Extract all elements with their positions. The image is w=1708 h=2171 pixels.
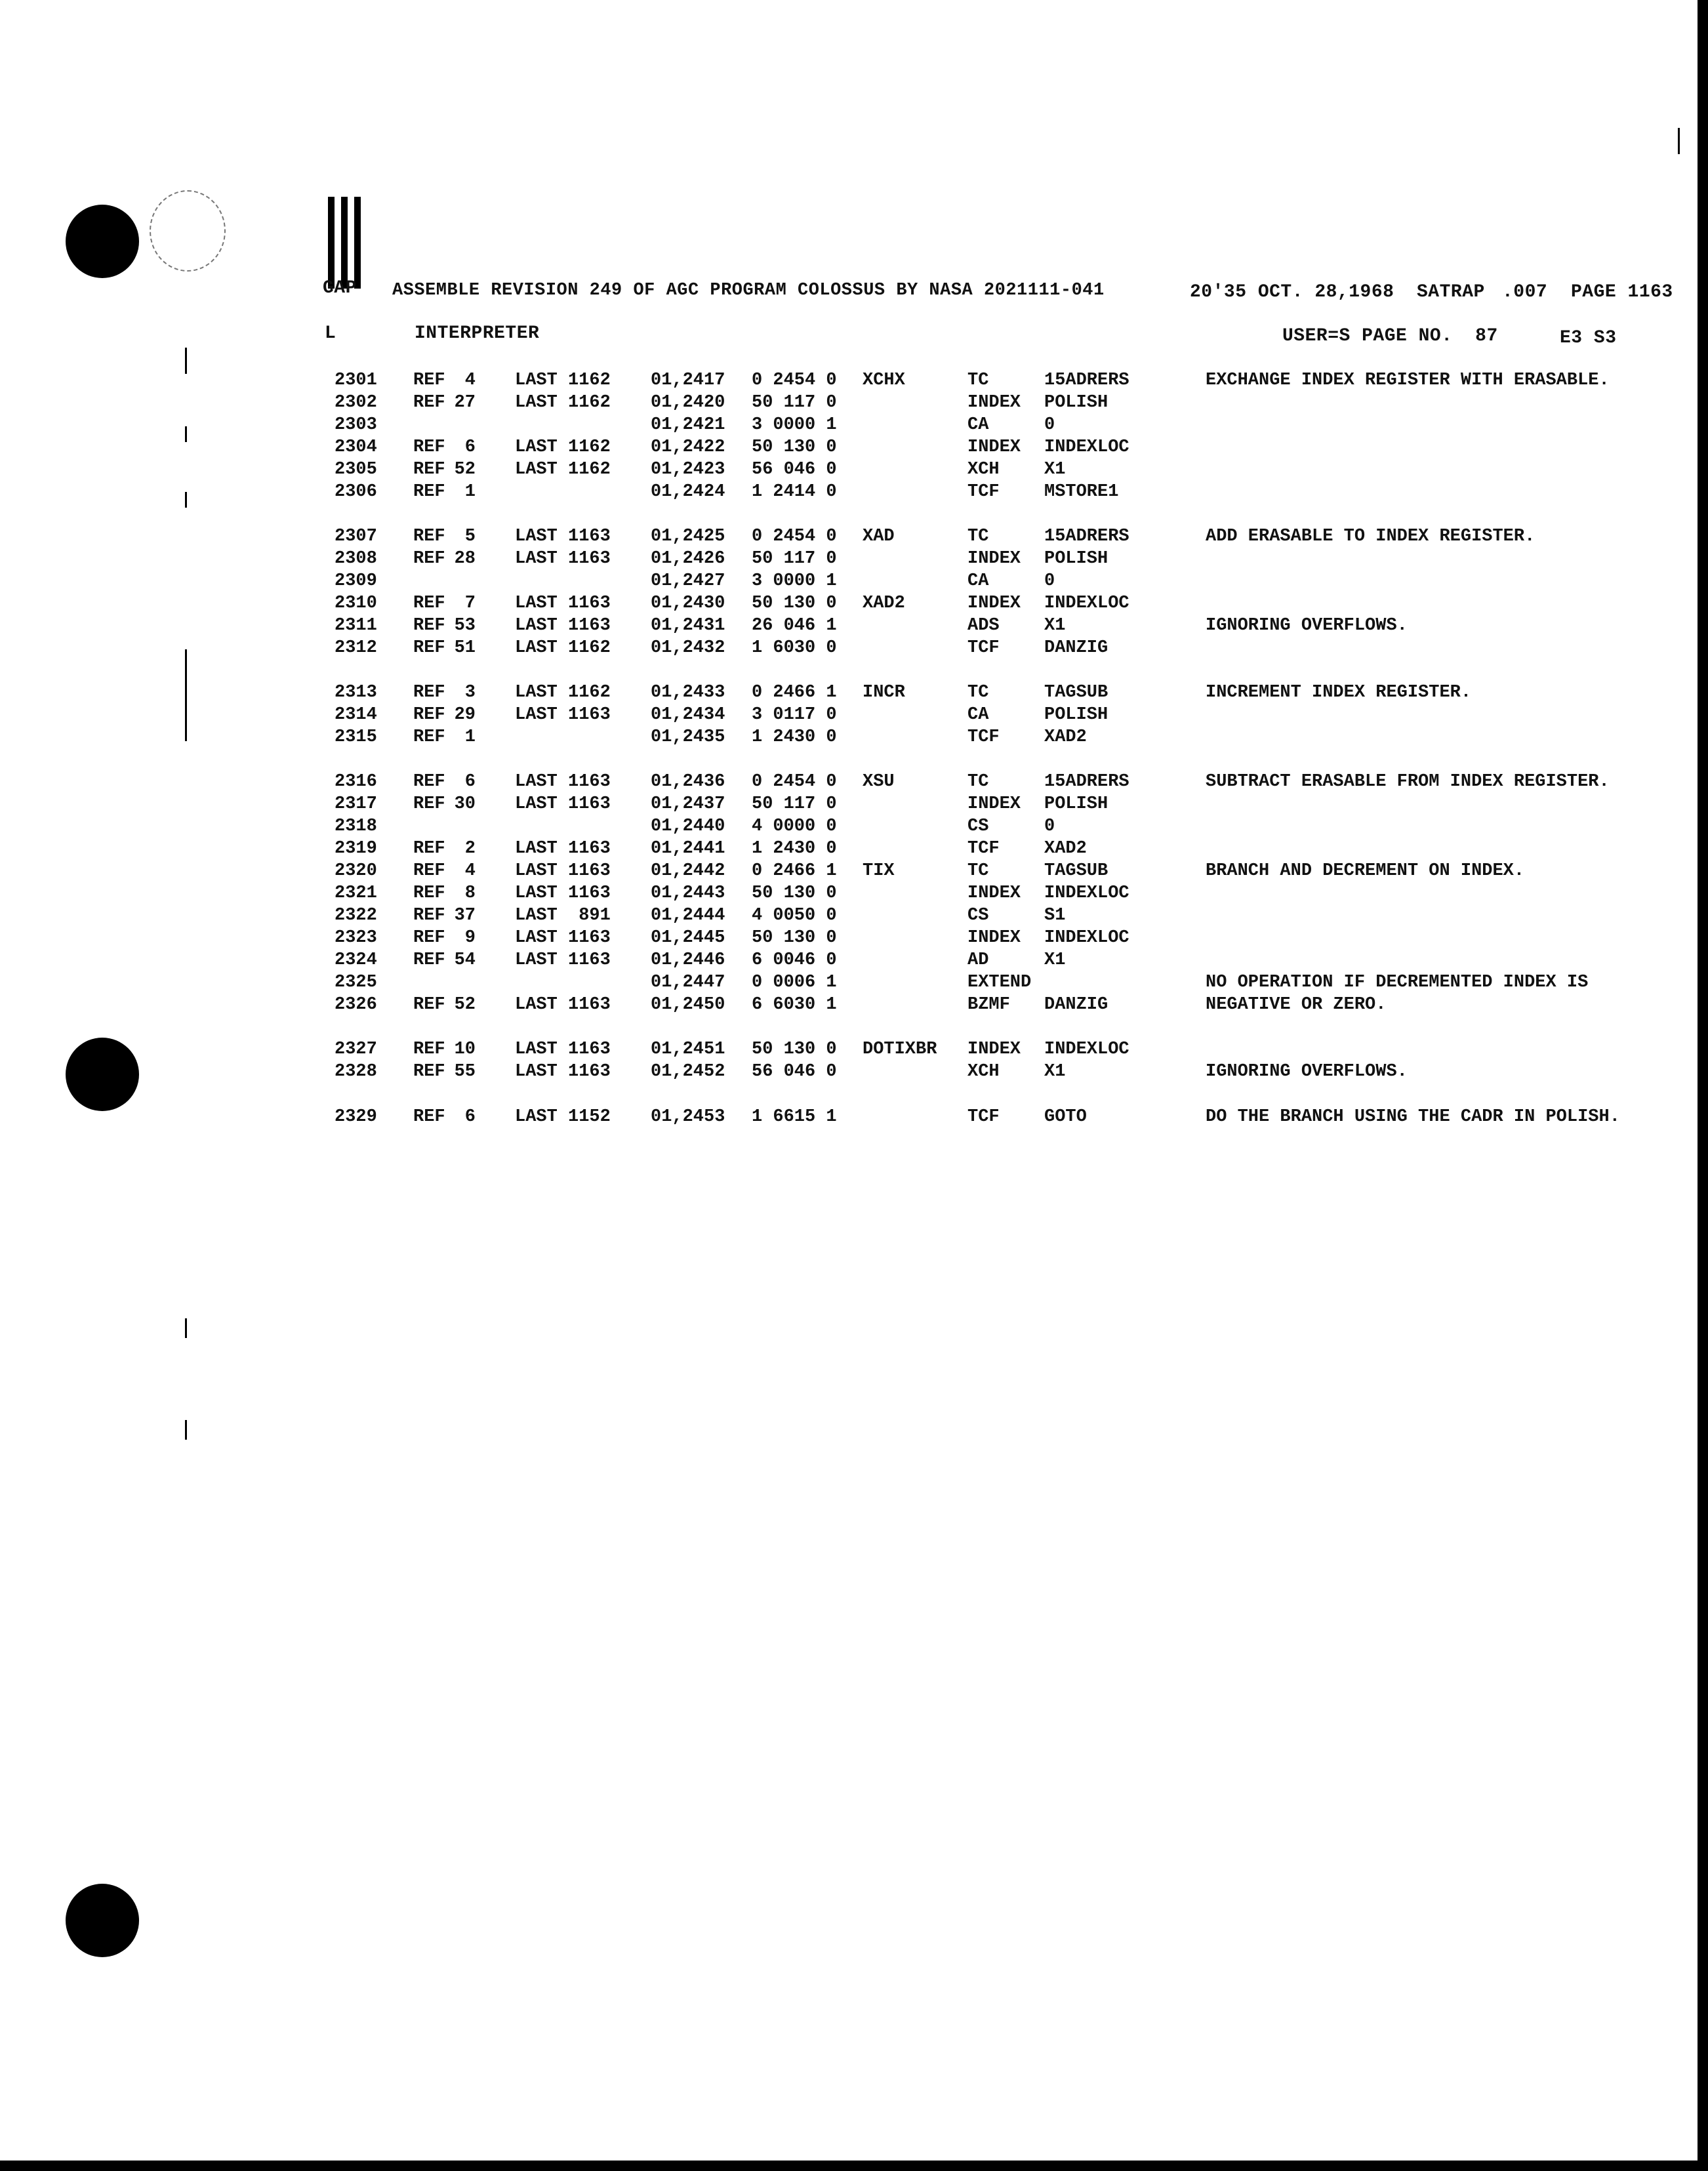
listing-line: 2326 <box>335 995 377 1015</box>
listing-comment: IGNORING OVERFLOWS. <box>1206 1062 1408 1082</box>
listing-addr: 01,2420 <box>651 393 725 413</box>
left-mark: L <box>325 323 336 344</box>
listing-word: 0 2454 0 <box>752 527 837 546</box>
listing-word: 50 117 0 <box>752 393 837 413</box>
listing-op: TC <box>967 861 989 881</box>
listing-operand: POLISH <box>1044 549 1108 569</box>
listing-op: EXTEND <box>967 973 1032 992</box>
listing-addr: 01,2431 <box>651 616 725 636</box>
listing-op: ADS <box>967 616 1000 636</box>
listing-line: 2324 <box>335 950 377 970</box>
listing-operand: S1 <box>1044 906 1066 925</box>
listing-timestamp: 20'35 OCT. 28,1968 <box>1190 282 1394 302</box>
listing-line: 2316 <box>335 772 377 792</box>
listing-last: LAST 1163 <box>515 928 611 948</box>
listing-line: 2303 <box>335 415 377 435</box>
listing-word: 3 0000 1 <box>752 415 837 435</box>
listing-addr: 01,2440 <box>651 817 725 836</box>
listing-line: 2301 <box>335 371 377 390</box>
listing-addr: 01,2446 <box>651 950 725 970</box>
listing-rev: REF <box>413 527 445 546</box>
listing-operand: 15ADRERS <box>1044 772 1129 792</box>
listing-rev: REF <box>413 883 445 903</box>
listing-addr: 01,2437 <box>651 794 725 814</box>
listing-rev: REF <box>413 772 445 792</box>
listing-line: 2321 <box>335 883 377 903</box>
listing-rev: REF <box>413 1040 445 1059</box>
listing-comment: INCREMENT INDEX REGISTER. <box>1206 683 1472 702</box>
listing-refno: 53 <box>454 616 476 636</box>
listing-op: INDEX <box>967 594 1021 613</box>
listing-operand: POLISH <box>1044 794 1108 814</box>
listing-operand: INDEXLOC <box>1044 1040 1129 1059</box>
listing-op: CA <box>967 415 989 435</box>
punch-hole-top-open <box>150 190 226 272</box>
listing-line: 2307 <box>335 527 377 546</box>
listing-op: TC <box>967 371 989 390</box>
margin-tick <box>185 1420 187 1440</box>
listing-system: SATRAP <box>1417 282 1485 302</box>
listing-op: INDEX <box>967 437 1021 457</box>
listing-refno: 9 <box>464 928 476 948</box>
listing-op: XCH <box>967 460 1000 479</box>
listing-addr: 01,2430 <box>651 594 725 613</box>
listing-label: INCR <box>863 683 905 702</box>
listing-refno: 5 <box>464 527 476 546</box>
listing-refno: 52 <box>454 995 476 1015</box>
listing-line: 2318 <box>335 817 377 836</box>
listing-rev: REF <box>413 594 445 613</box>
listing-last: LAST 1162 <box>515 683 611 702</box>
listing-rev: REF <box>413 683 445 702</box>
listing-last: LAST 891 <box>515 906 611 925</box>
scan-edge-bottom <box>0 2161 1708 2171</box>
listing-op: INDEX <box>967 928 1021 948</box>
listing-op: TCF <box>967 839 1000 859</box>
listing-operand: XAD2 <box>1044 727 1087 747</box>
listing-op: TCF <box>967 638 1000 658</box>
listing-addr: 01,2425 <box>651 527 725 546</box>
listing-refno: 6 <box>464 1107 476 1127</box>
corner-mark: GAP <box>323 278 357 298</box>
listing-operand: POLISH <box>1044 705 1108 725</box>
listing-word: 4 0000 0 <box>752 817 837 836</box>
margin-tick <box>1678 128 1680 154</box>
listing-refno: 7 <box>464 594 476 613</box>
listing-last: LAST 1163 <box>515 794 611 814</box>
listing-addr: 01,2441 <box>651 839 725 859</box>
listing-addr: 01,2452 <box>651 1062 725 1082</box>
listing-line: 2304 <box>335 437 377 457</box>
listing-op: INDEX <box>967 794 1021 814</box>
listing-op: CS <box>967 906 989 925</box>
listing-operand: MSTORE1 <box>1044 482 1119 502</box>
listing-word: 50 130 0 <box>752 928 837 948</box>
listing-addr: 01,2442 <box>651 861 725 881</box>
listing-rev: REF <box>413 482 445 502</box>
listing-addr: 01,2421 <box>651 415 725 435</box>
listing-word: 1 2430 0 <box>752 727 837 747</box>
listing-addr: 01,2434 <box>651 705 725 725</box>
listing-last: LAST 1163 <box>515 527 611 546</box>
listing-comment: NEGATIVE OR ZERO. <box>1206 995 1387 1015</box>
listing-word: 4 0050 0 <box>752 906 837 925</box>
listing-refno: 6 <box>464 772 476 792</box>
listing-op: TCF <box>967 727 1000 747</box>
listing-refno: 27 <box>454 393 476 413</box>
listing-refno: 3 <box>464 683 476 702</box>
listing-rev: REF <box>413 460 445 479</box>
listing-last: LAST 1163 <box>515 616 611 636</box>
listing-addr: 01,2453 <box>651 1107 725 1127</box>
listing-last: LAST 1152 <box>515 1107 611 1127</box>
listing-word: 50 130 0 <box>752 883 837 903</box>
listing-refno: 8 <box>464 883 476 903</box>
listing-line: 2327 <box>335 1040 377 1059</box>
listing-refno: 28 <box>454 549 476 569</box>
listing-addr: 01,2423 <box>651 460 725 479</box>
listing-line: 2325 <box>335 973 377 992</box>
listing-last: LAST 1162 <box>515 393 611 413</box>
listing-addr: 01,2433 <box>651 683 725 702</box>
listing-line: 2306 <box>335 482 377 502</box>
listing-refno: 52 <box>454 460 476 479</box>
punch-hole-top <box>66 205 139 278</box>
listing-word: 1 2430 0 <box>752 839 837 859</box>
listing-op: XCH <box>967 1062 1000 1082</box>
listing-addr: 01,2426 <box>651 549 725 569</box>
listing-operand: TAGSUB <box>1044 683 1108 702</box>
listing-label: XAD <box>863 527 895 546</box>
listing-line: 2309 <box>335 571 377 591</box>
listing-page-number: PAGE 1163 <box>1571 282 1673 302</box>
listing-last: LAST 1163 <box>515 1062 611 1082</box>
listing-rev: REF <box>413 393 445 413</box>
listing-op: CA <box>967 705 989 725</box>
listing-operand: DANZIG <box>1044 995 1108 1015</box>
listing-operand: 0 <box>1044 817 1055 836</box>
listing-addr: 01,2445 <box>651 928 725 948</box>
listing-refno: 29 <box>454 705 476 725</box>
listing-addr: 01,2436 <box>651 772 725 792</box>
listing-refno: 54 <box>454 950 476 970</box>
listing-comment: ADD ERASABLE TO INDEX REGISTER. <box>1206 527 1535 546</box>
listing-word: 1 6615 1 <box>752 1107 837 1127</box>
listing-word: 50 130 0 <box>752 594 837 613</box>
listing-comment: IGNORING OVERFLOWS. <box>1206 616 1408 636</box>
listing-line: 2312 <box>335 638 377 658</box>
listing-rev: REF <box>413 950 445 970</box>
listing-rev: REF <box>413 638 445 658</box>
listing-op: CS <box>967 817 989 836</box>
listing-comment: BRANCH AND DECREMENT ON INDEX. <box>1206 861 1525 881</box>
listing-word: 26 046 1 <box>752 616 837 636</box>
listing-word: 0 2466 1 <box>752 683 837 702</box>
listing-line: 2311 <box>335 616 377 636</box>
listing-comment: EXCHANGE INDEX REGISTER WITH ERASABLE. <box>1206 371 1610 390</box>
listing-comment: DO THE BRANCH USING THE CADR IN POLISH. <box>1206 1107 1620 1127</box>
listing-word: 56 046 0 <box>752 1062 837 1082</box>
listing-word: 6 0046 0 <box>752 950 837 970</box>
listing-word: 0 2454 0 <box>752 371 837 390</box>
listing-rev: REF <box>413 928 445 948</box>
listing-refno: 4 <box>464 861 476 881</box>
listing-word: 0 0006 1 <box>752 973 837 992</box>
listing-label: DOTIXBR <box>863 1040 937 1059</box>
listing-line: 2319 <box>335 839 377 859</box>
listing-word: 0 2466 1 <box>752 861 837 881</box>
listing-word: 0 2454 0 <box>752 772 837 792</box>
listing-last: LAST 1163 <box>515 995 611 1015</box>
listing-line: 2320 <box>335 861 377 881</box>
listing-last: LAST 1163 <box>515 594 611 613</box>
listing-rev: REF <box>413 861 445 881</box>
listing-addr: 01,2424 <box>651 482 725 502</box>
listing-operand: DANZIG <box>1044 638 1108 658</box>
listing-last: LAST 1162 <box>515 437 611 457</box>
margin-tick <box>185 348 187 374</box>
listing-rev: REF <box>413 437 445 457</box>
margin-tick <box>185 1318 187 1338</box>
listing-label: XSU <box>863 772 895 792</box>
listing-last: LAST 1162 <box>515 638 611 658</box>
listing-comment: NO OPERATION IF DECREMENTED INDEX IS <box>1206 973 1589 992</box>
listing-op: TC <box>967 772 989 792</box>
listing-rev: REF <box>413 1062 445 1082</box>
listing-line: 2323 <box>335 928 377 948</box>
listing-line: 2305 <box>335 460 377 479</box>
listing-rev: REF <box>413 549 445 569</box>
listing-op: INDEX <box>967 1040 1021 1059</box>
listing-operand: GOTO <box>1044 1107 1087 1127</box>
listing-operand: X1 <box>1044 950 1066 970</box>
listing-last: LAST 1162 <box>515 371 611 390</box>
listing-op: CA <box>967 571 989 591</box>
listing-line: 2315 <box>335 727 377 747</box>
listing-line: 2322 <box>335 906 377 925</box>
listing-addr: 01,2447 <box>651 973 725 992</box>
user-page-number: USER=S PAGE NO. 87 <box>1282 326 1498 346</box>
listing-addr: 01,2435 <box>651 727 725 747</box>
listing-op: INDEX <box>967 549 1021 569</box>
listing-line: 2302 <box>335 393 377 413</box>
listing-rev: REF <box>413 371 445 390</box>
listing-rev: REF <box>413 1107 445 1127</box>
listing-word: 3 0117 0 <box>752 705 837 725</box>
listing-word: 1 2414 0 <box>752 482 837 502</box>
listing-op: TCF <box>967 482 1000 502</box>
listing-refno: 6 <box>464 437 476 457</box>
listing-rev: REF <box>413 705 445 725</box>
listing-operand: INDEXLOC <box>1044 928 1129 948</box>
listing-rev: REF <box>413 794 445 814</box>
listing-refno: 51 <box>454 638 476 658</box>
listing-word: 3 0000 1 <box>752 571 837 591</box>
listing-rev: REF <box>413 995 445 1015</box>
listing-operand: X1 <box>1044 616 1066 636</box>
listing-word: 56 046 0 <box>752 460 837 479</box>
listing-refno: 10 <box>454 1040 476 1059</box>
listing-word: 50 130 0 <box>752 1040 837 1059</box>
listing-line: 2310 <box>335 594 377 613</box>
listing-rev: REF <box>413 616 445 636</box>
margin-tick <box>185 492 187 508</box>
sub-page: E3 S3 <box>1560 328 1617 348</box>
listing-addr: 01,2443 <box>651 883 725 903</box>
listing-last: LAST 1163 <box>515 839 611 859</box>
listing-last: LAST 1163 <box>515 549 611 569</box>
listing-last: LAST 1162 <box>515 460 611 479</box>
listing-line: 2308 <box>335 549 377 569</box>
listing-addr: 01,2450 <box>651 995 725 1015</box>
punch-hole-bottom <box>66 1884 139 1957</box>
margin-tick <box>185 649 187 741</box>
listing-label: XCHX <box>863 371 905 390</box>
printer-bar-marks <box>328 197 367 289</box>
listing-last: LAST 1163 <box>515 705 611 725</box>
listing-line: 2328 <box>335 1062 377 1082</box>
margin-tick <box>185 426 187 442</box>
listing-addr: 01,2451 <box>651 1040 725 1059</box>
listing-word: 1 6030 0 <box>752 638 837 658</box>
listing-operand: INDEXLOC <box>1044 437 1129 457</box>
listing-op: TC <box>967 527 989 546</box>
punch-hole-middle <box>66 1038 139 1111</box>
listing-operand: POLISH <box>1044 393 1108 413</box>
listing-refno: 30 <box>454 794 476 814</box>
listing-code: .007 <box>1502 282 1548 302</box>
listing-word: 6 6030 1 <box>752 995 837 1015</box>
listing-addr: 01,2432 <box>651 638 725 658</box>
listing-operand: TAGSUB <box>1044 861 1108 881</box>
listing-refno: 4 <box>464 371 476 390</box>
listing-line: 2329 <box>335 1107 377 1127</box>
listing-addr: 01,2422 <box>651 437 725 457</box>
listing-operand: X1 <box>1044 460 1066 479</box>
listing-op: TC <box>967 683 989 702</box>
listing-last: LAST 1163 <box>515 861 611 881</box>
listing-operand: INDEXLOC <box>1044 594 1129 613</box>
listing-operand: INDEXLOC <box>1044 883 1129 903</box>
listing-rev: REF <box>413 839 445 859</box>
listing-last: LAST 1163 <box>515 883 611 903</box>
listing-label: XAD2 <box>863 594 905 613</box>
listing-addr: 01,2444 <box>651 906 725 925</box>
listing-line: 2313 <box>335 683 377 702</box>
listing-last: LAST 1163 <box>515 772 611 792</box>
listing-op: AD <box>967 950 989 970</box>
listing-addr: 01,2417 <box>651 371 725 390</box>
listing-title: ASSEMBLE REVISION 249 OF AGC PROGRAM COLOSSUS BY NASA 2021111-041 <box>392 281 1105 300</box>
listing-refno: 1 <box>464 727 476 747</box>
listing-last: LAST 1163 <box>515 950 611 970</box>
listing-last: LAST 1163 <box>515 1040 611 1059</box>
listing-operand: 15ADRERS <box>1044 527 1129 546</box>
listing-line: 2314 <box>335 705 377 725</box>
listing-operand: 0 <box>1044 415 1055 435</box>
listing-operand: 0 <box>1044 571 1055 591</box>
section-name: INTERPRETER <box>415 323 540 344</box>
listing-operand: 15ADRERS <box>1044 371 1129 390</box>
listing-rev: REF <box>413 906 445 925</box>
listing-refno: 37 <box>454 906 476 925</box>
listing-label: TIX <box>863 861 895 881</box>
listing-op: BZMF <box>967 995 1010 1015</box>
listing-comment: SUBTRACT ERASABLE FROM INDEX REGISTER. <box>1206 772 1610 792</box>
listing-operand: X1 <box>1044 1062 1066 1082</box>
listing-rev: REF <box>413 727 445 747</box>
listing-word: 50 117 0 <box>752 549 837 569</box>
listing-refno: 2 <box>464 839 476 859</box>
listing-line: 2317 <box>335 794 377 814</box>
listing-op: TCF <box>967 1107 1000 1127</box>
listing-operand: XAD2 <box>1044 839 1087 859</box>
listing-refno: 55 <box>454 1062 476 1082</box>
listing-word: 50 117 0 <box>752 794 837 814</box>
listing-refno: 1 <box>464 482 476 502</box>
scan-edge-right <box>1698 0 1708 2171</box>
listing-op: INDEX <box>967 883 1021 903</box>
listing-op: INDEX <box>967 393 1021 413</box>
listing-addr: 01,2427 <box>651 571 725 591</box>
listing-word: 50 130 0 <box>752 437 837 457</box>
